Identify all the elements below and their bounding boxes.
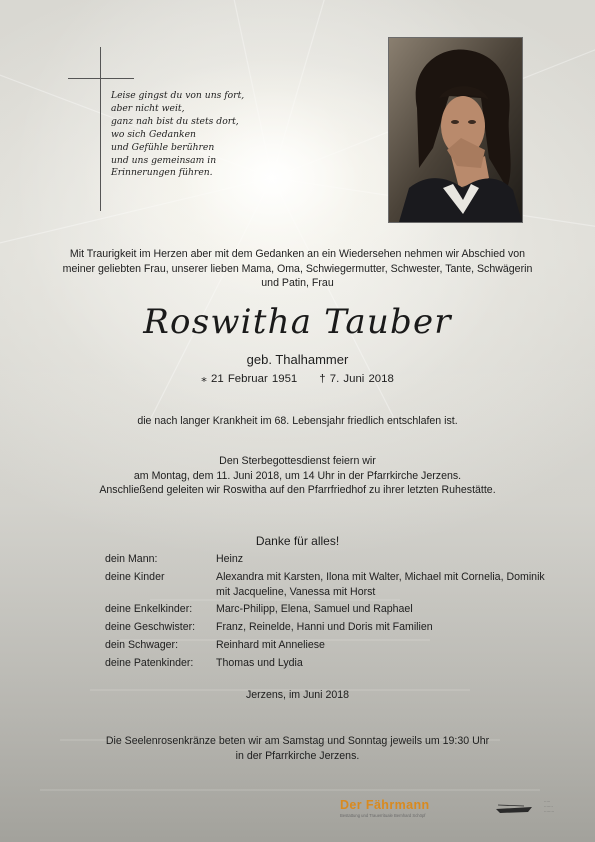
birth-date: ⁎ 21 Februar 1951 (201, 373, 298, 385)
cross-horizontal (68, 78, 134, 79)
poem-line: und uns gemeinsam in (111, 154, 217, 166)
family-value: Franz, Reinelde, Hanni und Doris mit Familien (216, 621, 433, 633)
family-label: dein Mann: (105, 553, 158, 565)
intro-line: meiner geliebten Frau, unserer lieben Mama, Oma, Schwiegermutter, Schwester, Tante, Schwägerin (62, 262, 533, 275)
funeral-home-logo (340, 798, 430, 818)
rosary-line: in der Pfarrkirche Jerzens. (235, 749, 360, 762)
deceased-name: Roswitha Tauber (143, 302, 452, 342)
service-text (0, 454, 595, 498)
logo-subtitle: Bestattung und Trauerrituale Bernhard Schöpf (340, 813, 426, 818)
service-line: am Montag, dem 11. Juni 2018, um 14 Uhr in der Pfarrkirche Jerzens. (133, 469, 462, 482)
intro-text (0, 247, 595, 291)
thanks-heading: Danke für alles! (255, 534, 340, 548)
rosary-line: Die Seelenrosenkränze beten wir am Samstag und Sonntag jeweils um 19:30 Uhr (105, 735, 490, 747)
logo-text: Der Fährmann (340, 798, 430, 812)
intro-line: und Patin, Frau (261, 277, 334, 289)
family-label: deine Geschwister: (105, 621, 196, 633)
passing-text: die nach langer Krankheit im 68. Lebensjahr friedlich entschlafen ist. (137, 415, 458, 427)
poem-line: und Gefühle berühren (111, 141, 215, 153)
rosary-text (0, 734, 595, 763)
family-value: Alexandra mit Karsten, Ilona mit Walter, Michael mit Cornelia, Dominik mit Jacqueline, Vanessa mit Horst (216, 571, 545, 598)
poem-line: Leise gingst du von uns fort, (111, 90, 245, 101)
family-value: Reinhard mit Anneliese (216, 639, 325, 651)
family-value: Heinz (216, 553, 244, 565)
family-label: deine Patenkinder: (105, 657, 194, 669)
poem-line: aber nicht weit, (111, 102, 185, 114)
poem-line: ganz nah bist du stets dort, (111, 115, 239, 127)
place-date: Jerzens, im Juni 2018 (245, 689, 350, 701)
contact-info: ····· ······· ········ (544, 800, 555, 814)
birth-name: geb. Thalhammer (246, 352, 349, 367)
family-value: Marc-Philipp, Elena, Samuel und Raphael (216, 603, 413, 615)
poem-line: wo sich Gedanken (111, 128, 196, 140)
boat-icon (494, 801, 534, 815)
service-line: Anschließend geleiten wir Roswitha auf den Pfarrfriedhof zu ihrer letzten Ruhestätte. (99, 484, 496, 496)
death-date: † 7. Juni 2018 (319, 373, 394, 385)
life-dates (0, 371, 595, 385)
family-label: dein Schwager: (105, 639, 179, 651)
cross-vertical (100, 47, 101, 211)
family-label: deine Enkelkinder: (105, 603, 193, 615)
portrait-photo (388, 37, 523, 223)
intro-line: Mit Traurigkeit im Herzen aber mit dem Gedanken an ein Wiedersehen nehmen wir Abschied von (69, 248, 526, 260)
poem-line: Erinnerungen führen. (111, 167, 213, 179)
poem (111, 90, 281, 180)
family-value: Thomas und Lydia (216, 657, 303, 669)
family-label: deine Kinder (105, 571, 165, 583)
service-line: Den Sterbegottesdienst feiern wir (219, 455, 376, 467)
